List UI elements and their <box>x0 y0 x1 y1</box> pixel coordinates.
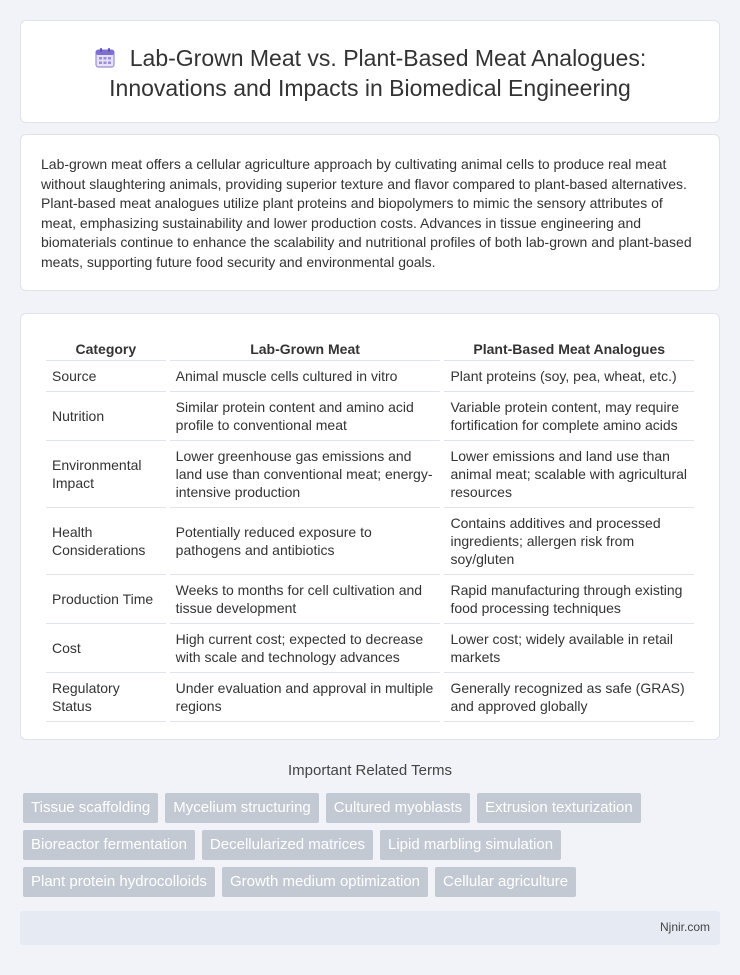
related-term-tag[interactable]: Growth medium optimization <box>222 867 428 897</box>
related-term-tag[interactable]: Cellular agriculture <box>435 867 576 897</box>
intro-paragraph: Lab-grown meat offers a cellular agriculture approach by cultivating animal cells to produce real meat without slaughtering animals, providing superior texture and flavor compared to plant-based alternatives. Plant-based meat analogues utilize plant proteins and biopolymers to mimic the sensory attributes of meat, emphasizing sustainability and lower production costs. Advances in tissue engineering and biomaterials continue to enhance the scalability and nutritional profiles of both lab-grown and plant-based meats, supporting future food security and environmental goals. <box>41 156 692 270</box>
table-cell-category: Environmental Impact <box>46 441 166 508</box>
page-title <box>41 43 699 103</box>
table-cell-lab-grown: High current cost; expected to decrease with scale and technology advances <box>170 624 441 673</box>
comparison-table <box>42 334 698 722</box>
table-cell-category: Source <box>46 361 166 392</box>
table-cell-plant-based: Plant proteins (soy, pea, wheat, etc.) <box>444 361 694 392</box>
tag-row <box>23 830 723 860</box>
table-cell-lab-grown: Animal muscle cells cultured in vitro <box>170 361 441 392</box>
column-header-lab-grown: Lab-Grown Meat <box>170 334 441 361</box>
calendar-icon <box>94 47 116 69</box>
related-term-tag[interactable]: Mycelium structuring <box>165 793 319 823</box>
table-row <box>46 624 694 673</box>
related-term-tag[interactable]: Bioreactor fermentation <box>23 830 195 860</box>
related-term-tag[interactable]: Plant protein hydrocolloids <box>23 867 215 897</box>
table-row <box>46 361 694 392</box>
table-cell-category: Production Time <box>46 575 166 624</box>
table-header-row <box>46 334 694 361</box>
tag-row <box>23 867 723 897</box>
tag-row <box>23 793 723 823</box>
related-term-tag[interactable]: Cultured myoblasts <box>326 793 470 823</box>
table-row <box>46 508 694 575</box>
table-row <box>46 392 694 441</box>
table-cell-category: Nutrition <box>46 392 166 441</box>
related-terms-list <box>23 793 723 904</box>
comparison-table-card <box>20 313 720 740</box>
table-cell-category: Health Considerations <box>46 508 166 575</box>
table-cell-plant-based: Generally recognized as safe (GRAS) and approved globally <box>444 673 694 722</box>
table-cell-plant-based: Variable protein content, may require fortification for complete amino acids <box>444 392 694 441</box>
table-cell-plant-based: Contains additives and processed ingredients; allergen risk from soy/gluten <box>444 508 694 575</box>
table-cell-plant-based: Lower cost; widely available in retail markets <box>444 624 694 673</box>
related-term-tag[interactable]: Extrusion texturization <box>477 793 641 823</box>
related-term-tag[interactable]: Tissue scaffolding <box>23 793 158 823</box>
table-cell-category: Regulatory Status <box>46 673 166 722</box>
table-row <box>46 575 694 624</box>
table-cell-lab-grown: Potentially reduced exposure to pathogens and antibiotics <box>170 508 441 575</box>
column-header-plant-based: Plant-Based Meat Analogues <box>444 334 694 361</box>
footer <box>20 911 720 945</box>
related-terms-heading: Important Related Terms <box>288 762 452 779</box>
table-cell-category: Cost <box>46 624 166 673</box>
page-title-text: Lab-Grown Meat vs. Plant-Based Meat Analogues: Innovations and Impacts in Biomedical Engineering <box>109 45 647 101</box>
table-row <box>46 441 694 508</box>
intro-card <box>20 134 720 291</box>
table-row <box>46 673 694 722</box>
related-term-tag[interactable]: Lipid marbling simulation <box>380 830 561 860</box>
title-card <box>20 20 720 123</box>
table-cell-lab-grown: Weeks to months for cell cultivation and tissue development <box>170 575 441 624</box>
table-cell-lab-grown: Lower greenhouse gas emissions and land use than conventional meat; energy-intensive production <box>170 441 441 508</box>
table-cell-plant-based: Rapid manufacturing through existing food processing techniques <box>444 575 694 624</box>
column-header-category: Category <box>46 334 166 361</box>
table-cell-plant-based: Lower emissions and land use than animal meat; scalable with agricultural resources <box>444 441 694 508</box>
footer-site-link[interactable]: Njnir.com <box>659 920 710 934</box>
table-cell-lab-grown: Similar protein content and amino acid profile to conventional meat <box>170 392 441 441</box>
table-cell-lab-grown: Under evaluation and approval in multiple regions <box>170 673 441 722</box>
related-term-tag[interactable]: Decellularized matrices <box>202 830 373 860</box>
